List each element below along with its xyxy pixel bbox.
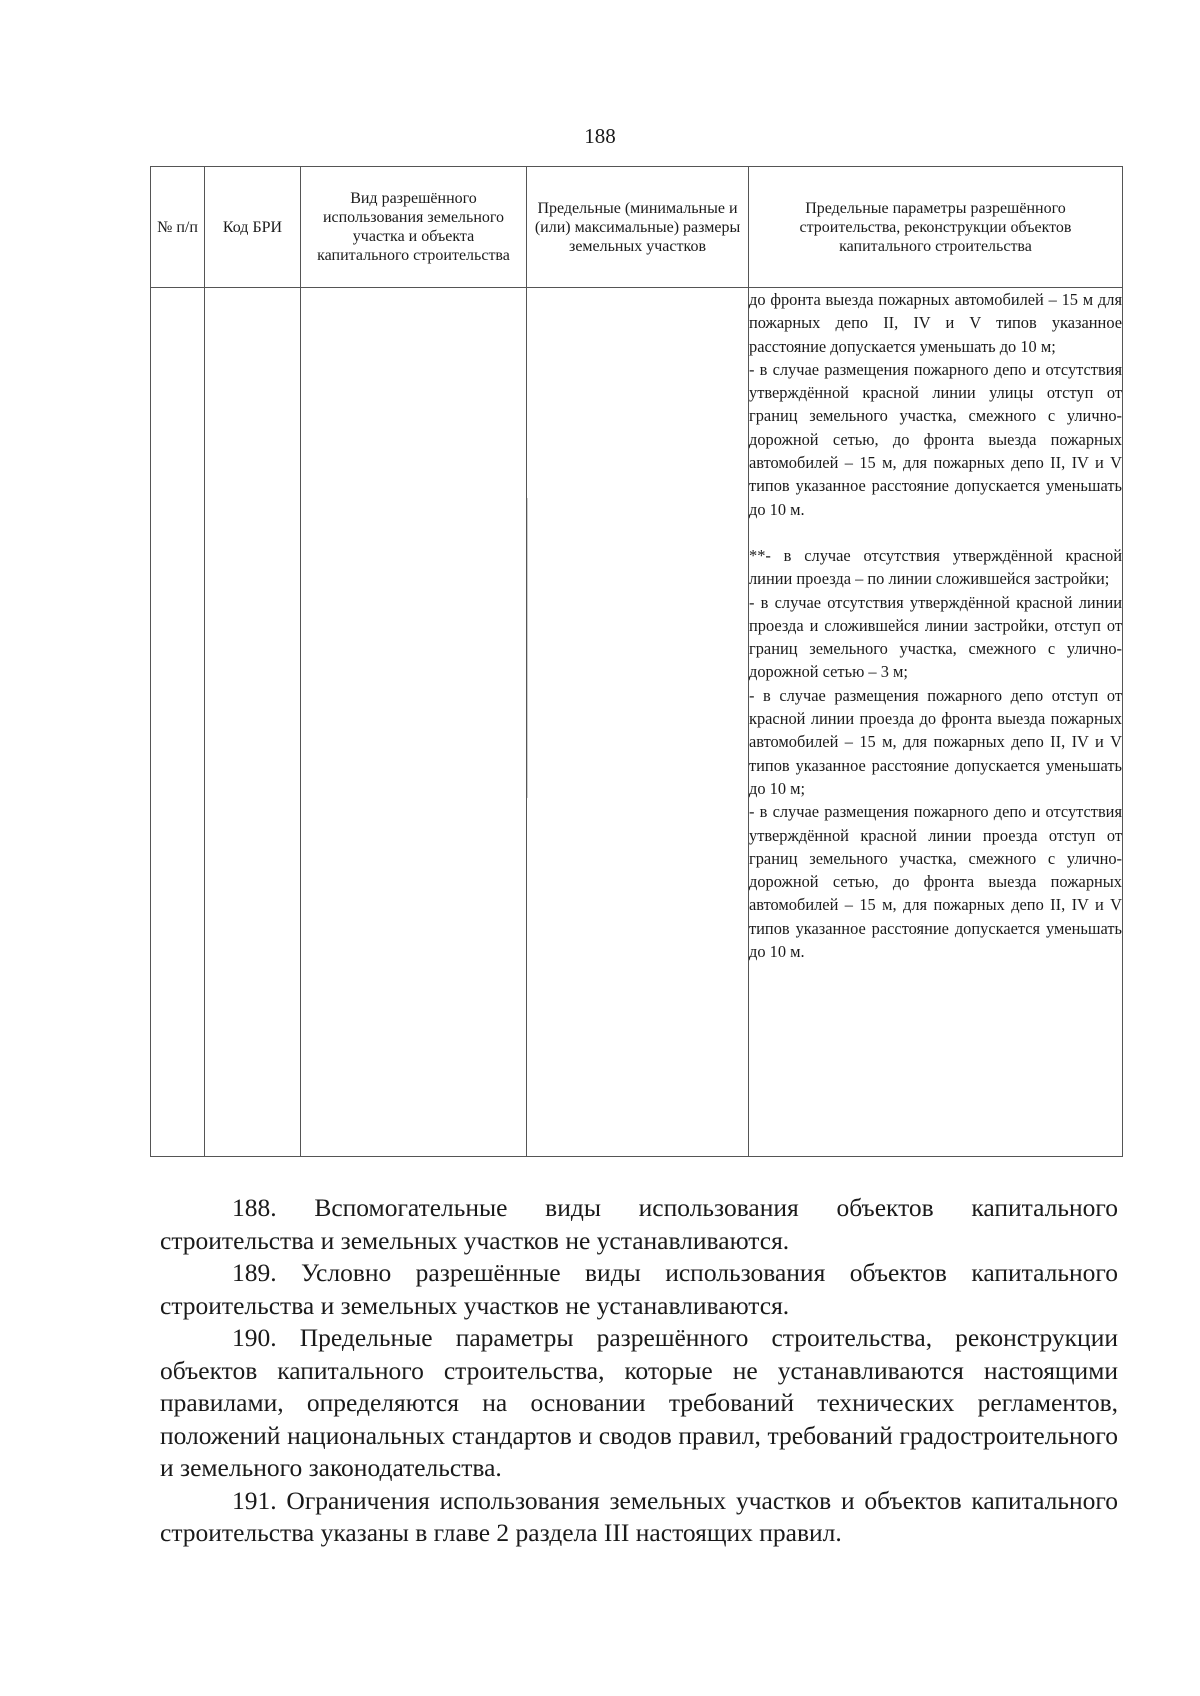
params-paragraph: **- в случае отсутствия утверждённой красной линии проезда – по линии сложившейся застройки;: [749, 545, 1122, 589]
page-number: 188: [584, 124, 616, 148]
paragraph-188: 188. Вспомогательные виды использования объектов капитального строительства и земельных участков не устанавливаются.: [160, 1193, 1118, 1255]
header-build-params: Предельные параметры разрешённого строительства, реконструкции объектов капитального строительства: [749, 167, 1123, 288]
cell-number: [151, 288, 205, 1157]
params-paragraph: - в случае размещения пожарного депо и отсутствия утверждённой красной линии улицы отступ от границ земельного участка, смежного с улично-дорожной сетью, до фронта выезда пожарных автомобилей – 15 м, для пожарных депо II, IV и V типов указанное расстояние допускается уменьшать до 10 м.: [749, 359, 1122, 519]
paragraph-190: 190. Предельные параметры разрешённого строительства, реконструкции объектов капитального строительства, которые не устанавливаются настоящими правилами, определяются на основании требований технических регламентов, положений национальных стандартов и сводов правил, требований градостроительного и земельного законодательства.: [160, 1323, 1118, 1482]
cell-plot-size: [527, 288, 749, 1157]
scan-artifact-line: [527, 498, 528, 798]
params-paragraph: до фронта выезда пожарных автомобилей – 15 м для пожарных депо II, IV и V типов указанное расстояние допускается уменьшать до 10 м;: [749, 290, 1122, 356]
params-paragraph: - в случае размещения пожарного депо отступ от красной линии проезда до фронта выезда пожарных автомобилей – 15 м, для пожарных депо II, IV и V типов указанное расстояние допускается уменьшать до 10 м;: [749, 685, 1122, 798]
table-header-row: [151, 167, 1123, 288]
header-code: Код БРИ: [205, 167, 301, 288]
body-text: [160, 1192, 1118, 1550]
cell-build-params: [749, 288, 1123, 1157]
regulations-table: [150, 166, 1123, 1157]
paragraph-189: 189. Условно разрешённые виды использования объектов капитального строительства и земельных участков не устанавливаются.: [160, 1258, 1118, 1320]
table-row: [151, 288, 1123, 1157]
header-use-type: Вид разрешённого использования земельного участка и объекта капитального строительства: [301, 167, 527, 288]
header-number: № п/п: [151, 167, 205, 288]
params-paragraph: - в случае отсутствия утверждённой красной линии проезда и сложившейся линии застройки, отступ от границ земельного участка, смежного с улично-дорожной сетью – 3 м;: [749, 592, 1122, 682]
paragraph-191: 191. Ограничения использования земельных участков и объектов капитального строительства указаны в главе 2 раздела III настоящих правил.: [160, 1485, 1118, 1547]
cell-use-type: [301, 288, 527, 1157]
params-paragraph: - в случае размещения пожарного депо и отсутствия утверждённой красной линии проезда отступ от границ земельного участка, смежного с улично-дорожной сетью, до фронта выезда пожарных автомобилей – 15 м, для пожарных депо II, IV и V типов указанное расстояние допускается уменьшать до 10 м.: [749, 802, 1122, 962]
cell-code: [205, 288, 301, 1157]
header-plot-size: Предельные (минимальные и (или) максимальные) размеры земельных участков: [527, 167, 749, 288]
